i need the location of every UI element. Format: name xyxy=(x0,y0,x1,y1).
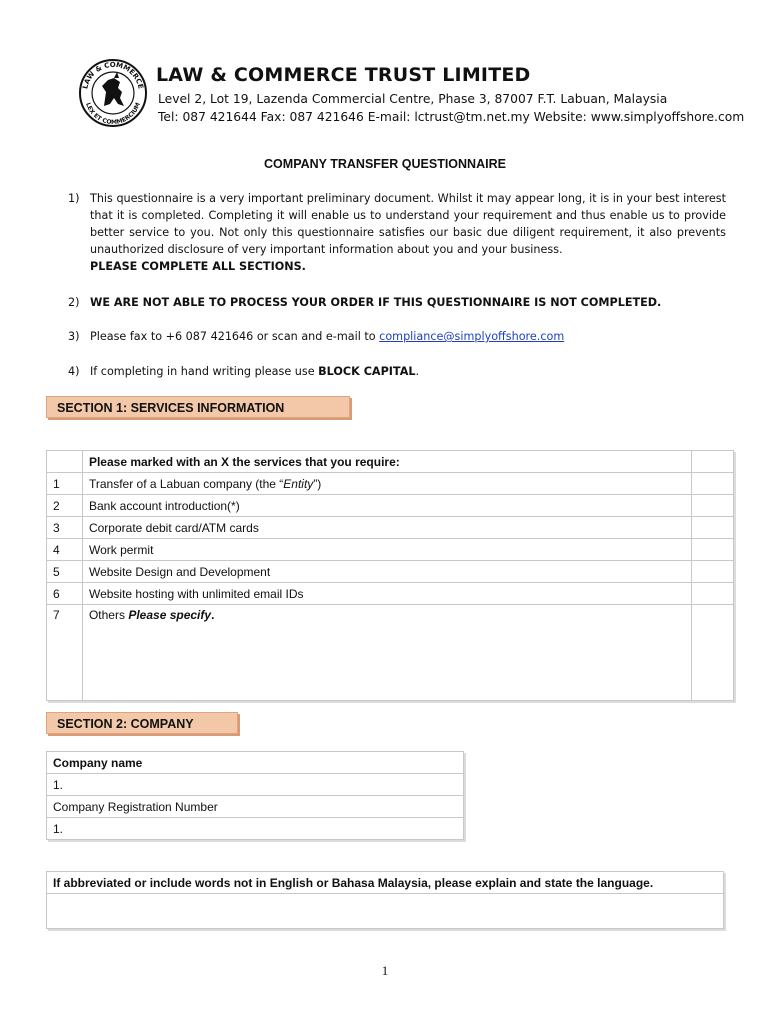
abbreviation-entry-row xyxy=(47,894,724,929)
service-row xyxy=(47,495,734,517)
abbreviation-label: If abbreviated or include words not in English or Bahasa Malaysia, please explain and state the language. xyxy=(47,872,724,894)
service-label-part: ”) xyxy=(313,476,322,491)
letterhead-address: Level 2, Lot 19, Lazenda Commercial Centre, Phase 3, 87007 F.T. Labuan, Malaysia xyxy=(158,92,668,106)
company-name-entry-row xyxy=(47,774,464,796)
service-row-label: Corporate debit card/ATM cards xyxy=(82,517,691,539)
service-mark-cell[interactable] xyxy=(692,517,734,539)
service-mark-cell[interactable] xyxy=(692,473,734,495)
service-row-number: 4 xyxy=(47,539,83,561)
instruction-2-text: WE ARE NOT ABLE TO PROCESS YOUR ORDER IF THIS QUESTIONNAIRE IS NOT COMPLETED. xyxy=(90,296,662,309)
instruction-1 xyxy=(90,190,726,275)
service-row-label: Work permit xyxy=(82,539,691,561)
instruction-3 xyxy=(90,328,726,345)
instruction-1-number: 1) xyxy=(68,192,80,205)
instruction-2-number: 2) xyxy=(68,296,80,309)
service-mark-cell[interactable] xyxy=(692,583,734,605)
registration-number-label-row xyxy=(47,796,464,818)
registration-number-field[interactable]: 1. xyxy=(47,818,464,840)
service-label-part: . xyxy=(211,608,215,622)
seal-bottom-text: LEX ET COMMERCIUM xyxy=(84,101,142,127)
service-row-number: 6 xyxy=(47,583,83,605)
service-row-number: 7 xyxy=(47,605,83,701)
instruction-4-number: 4) xyxy=(68,365,80,378)
services-table-header-row xyxy=(47,451,734,473)
section-1-header: SECTION 1: SERVICES INFORMATION xyxy=(46,396,350,418)
instruction-4-text: If completing in hand writing please use xyxy=(90,365,319,378)
document-title: COMPANY TRANSFER QUESTIONNAIRE xyxy=(264,157,506,171)
instruction-1-bold-line: PLEASE COMPLETE ALL SECTIONS. xyxy=(90,260,306,273)
service-row-number: 5 xyxy=(47,561,83,583)
abbreviation-table xyxy=(46,871,724,929)
service-row-number: 2 xyxy=(47,495,83,517)
company-seal-logo xyxy=(78,58,148,128)
service-row-label: Bank account introduction(*) xyxy=(82,495,691,517)
registration-number-label: Company Registration Number xyxy=(47,796,464,818)
service-row xyxy=(47,561,734,583)
service-label-emphasis: Please specify xyxy=(128,608,212,622)
page-number: 1 xyxy=(381,963,389,978)
service-row-others xyxy=(47,605,734,701)
service-row-number: 3 xyxy=(47,517,83,539)
instruction-4-bold: BLOCK CAPITAL xyxy=(318,365,416,378)
company-table xyxy=(46,751,464,840)
service-label-part: Transfer of a Labuan company (the “ xyxy=(88,476,284,491)
compliance-email-link[interactable]: compliance@simplyoffshore.com xyxy=(379,330,565,343)
service-mark-cell[interactable] xyxy=(692,561,734,583)
company-name-field[interactable]: 1. xyxy=(47,774,464,796)
service-label-emphasis: Entity xyxy=(283,476,314,491)
section-2-header: SECTION 2: COMPANY xyxy=(46,712,238,734)
service-label-part: Others xyxy=(88,608,129,622)
service-row-label: Website hosting with unlimited email IDs xyxy=(82,583,691,605)
instruction-3-text: Please fax to +6 087 421646 or scan and e-mail to xyxy=(90,330,380,343)
service-row-label xyxy=(82,473,691,495)
service-row xyxy=(47,473,734,495)
registration-number-entry-row xyxy=(47,818,464,840)
service-row-label[interactable] xyxy=(82,605,691,701)
service-row-number: 1 xyxy=(47,473,83,495)
service-mark-cell[interactable] xyxy=(692,495,734,517)
instruction-4 xyxy=(90,363,726,380)
letterhead-contact: Tel: 087 421644 Fax: 087 421646 E-mail: lctrust@tm.net.my Website: www.simplyoffshore.com xyxy=(158,110,745,124)
company-name-label-row xyxy=(47,752,464,774)
services-table xyxy=(46,450,734,701)
services-header-num-cell xyxy=(47,451,83,473)
instruction-4-end: . xyxy=(415,365,420,378)
seal-top-text: LAW & COMMERCE xyxy=(81,60,145,90)
abbreviation-field[interactable] xyxy=(47,894,724,929)
service-mark-cell[interactable] xyxy=(692,539,734,561)
service-row xyxy=(47,517,734,539)
letterhead-company-name: LAW & COMMERCE TRUST LIMITED xyxy=(156,64,531,86)
services-header-mark-cell xyxy=(692,451,734,473)
service-mark-cell[interactable] xyxy=(692,605,734,701)
company-name-label: Company name xyxy=(47,752,464,774)
abbreviation-label-row xyxy=(47,872,724,894)
instruction-1-text: This questionnaire is a very important preliminary document. Whilst it may appear long, it is in your best interest that it is completed. Completing it will enable us to understand your requirement and thus enable us to provide better service to you. Not only this questionnaire satisfies our basic due diligent requirement, it also prevents unauthorized disclosure of very important information about you and your business. xyxy=(90,192,726,256)
services-table-header: Please marked with an X the services that you require: xyxy=(82,451,691,473)
service-row-label: Website Design and Development xyxy=(82,561,691,583)
instruction-3-number: 3) xyxy=(68,330,80,343)
service-row xyxy=(47,583,734,605)
service-row xyxy=(47,539,734,561)
